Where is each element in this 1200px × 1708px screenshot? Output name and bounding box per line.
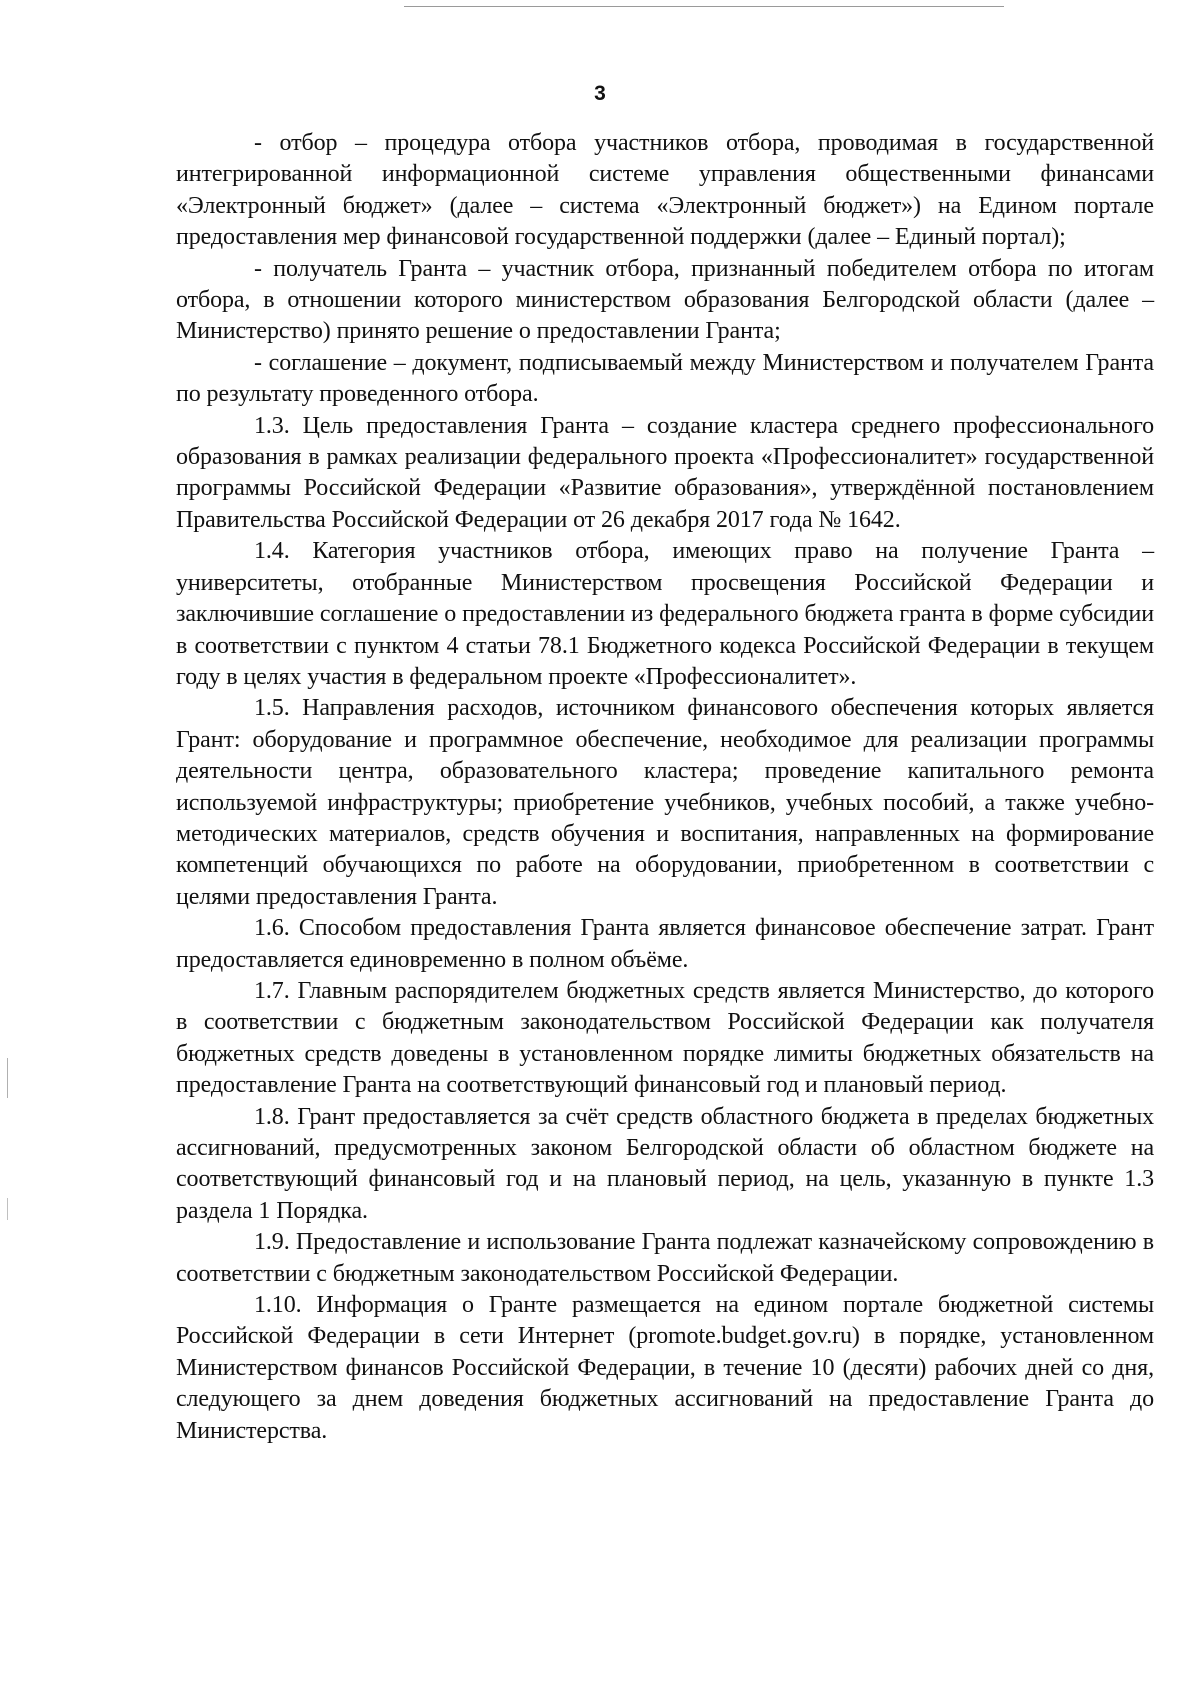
paragraph-1-8: 1.8. Грант предоставляется за счёт средств областного бюджета в пределах бюджетных ассигнований, предусмотренных законом Белгородской области об областном бюджете на соответствующий финансовый год и на плановый период, на цель, указанную в пункте 1.3 раздела 1 Порядка. [176, 1103, 1154, 1224]
page-number: 3 [594, 82, 606, 105]
paragraph-otbor-definition: - отбор – процедура отбора участников отбора, проводимая в государственной интегрированной информационной системе управления общественными финансами «Электронный бюджет» (далее – система «Электронный бюджет») на Едином портале предоставления мер финансовой государственной поддержки (далее – Единый портал); [176, 130, 1154, 251]
paragraph-1-7: 1.7. Главным распорядителем бюджетных средств является Министерство, до которого в соответствии с бюджетным законодательством Российской Федерации как получателя бюджетных средств доведены в установленном порядке лимиты бюджетных обязательств на предоставление Гранта на соответствующий финансовый год и плановый период. [176, 977, 1154, 1099]
paragraph-agreement-definition: - соглашение – документ, подписываемый между Министерством и получателем Гранта по результату проведенного отбора. [176, 349, 1154, 408]
paragraph-1-10: 1.10. Информация о Гранте размещается на едином портале бюджетной системы Российской Федерации в сети Интернет (promote.budget.gov.ru) в порядке, установленном Министерством финансов Российской Федерации, в течение 10 (десяти) рабочих дней со дня, следующего за днем доведения бюджетных ассигнований на предоставление Гранта до Министерства. [176, 1292, 1154, 1444]
document-body [176, 128, 1154, 1447]
paragraph-1-4: 1.4. Категория участников отбора, имеющих право на получение Гранта – университеты, отобранные Министерством просвещения Российской Федерации и заключившие соглашение о предоставлении из федерального бюджета гранта в форме субсидии в соответствии с пунктом 4 статьи 78.1 Бюджетного кодекса Российской Федерации в текущем году в целях участия в федеральном проекте «Профессионалитет». [176, 538, 1154, 690]
paragraph-1-5: 1.5. Направления расходов, источником финансового обеспечения которых является Грант: оборудование и программное обеспечение, необходимое для реализации программы деятельности центра, образовательного кластера; проведение капитального ремонта используемой инфраструктуры; приобретение учебников, учебных пособий, а также учебно-методических материалов, средств обучения и воспитания, направленных на формирование компетенций обучающихся по работе на оборудовании, приобретенном в соответствии с целями предоставления Гранта. [176, 695, 1154, 910]
scan-margin-mark [7, 1058, 8, 1098]
paragraph-1-6: 1.6. Способом предоставления Гранта является финансовое обеспечение затрат. Грант предоставляется единовременно в полном объёме. [176, 915, 1154, 973]
paragraph-1-9: 1.9. Предоставление и использование Гранта подлежат казначейскому сопровождению в соответствии с бюджетным законодательством Российской Федерации. [176, 1229, 1154, 1287]
scan-edge-line [404, 6, 1004, 7]
paragraph-1-3: 1.3. Цель предоставления Гранта – создание кластера среднего профессионального образования в рамках реализации федерального проекта «Профессионалитет» государственной программы Российской Федерации «Развитие образования», утверждённой постановлением Правительства Российской Федерации от 26 декабря 2017 года № 1642. [176, 412, 1154, 533]
scan-margin-mark [7, 1198, 8, 1220]
paragraph-recipient-definition: - получатель Гранта – участник отбора, признанный победителем отбора по итогам отбора, в отношении которого министерством образования Белгородской области (далее – Министерство) принято решение о предоставлении Гранта; [176, 255, 1154, 345]
